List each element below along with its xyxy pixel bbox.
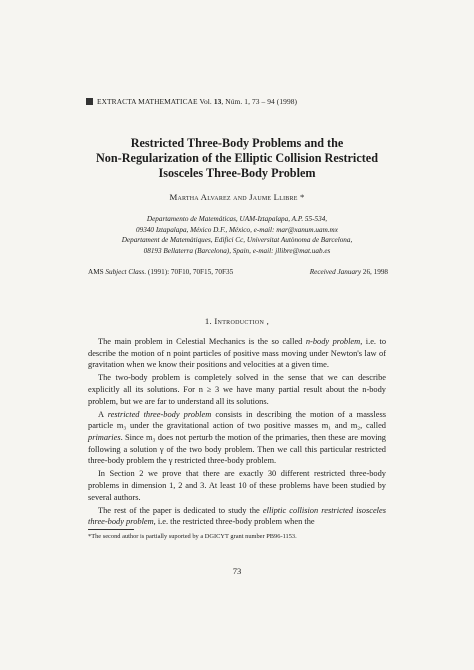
paper-title bbox=[60, 136, 414, 181]
p1-text-a: The main problem in Celestial Mechanics is the so called bbox=[98, 337, 306, 346]
p5-text-a: The rest of the paper is dedicated to study the bbox=[98, 505, 263, 515]
author-line bbox=[60, 192, 414, 202]
affiliation-line-2: 09340 Iztapalapa, México D.F., México, e-mail: mar@xanum.uam.mx bbox=[136, 225, 338, 234]
received-label: Received January bbox=[309, 268, 362, 276]
p5-text-c: , i.e. the restricted three-body problem when the bbox=[153, 517, 315, 527]
footnote: *The second author is partially suported by a DGICYT grant number PB96-1153. bbox=[88, 533, 297, 540]
p5-italic: elliptic collision restricted isosceles three-body problem bbox=[88, 505, 386, 527]
affiliation-line-1: Departamento de Matemáticas, UAM-Iztapalapa, A.P. 55-534, bbox=[146, 215, 328, 223]
paragraph-5 bbox=[88, 505, 386, 528]
journal-volume: 13 bbox=[213, 97, 222, 106]
title-line-3: Isosceles Three-Body Problem bbox=[158, 166, 316, 180]
page-number: 73 bbox=[232, 566, 242, 576]
paragraph-4: In Section 2 we prove that there are exactly 30 different restricted three-body problems in dimension 1, 2 and 3. At least 10 of these problems have been studied by several authors. bbox=[88, 469, 386, 502]
ams-label: AMS bbox=[88, 268, 106, 276]
received-day: 26, 1998 bbox=[361, 268, 388, 276]
p3-text-a: A bbox=[98, 409, 108, 419]
title-line-2: Non-Regularization of the Elliptic Collision Restricted bbox=[96, 151, 378, 165]
affiliations bbox=[60, 214, 414, 256]
journal-logo-icon bbox=[86, 98, 93, 105]
ams-label-italic: Subject Class. bbox=[105, 268, 147, 276]
body-text bbox=[88, 336, 386, 529]
journal-header bbox=[86, 97, 297, 106]
p3-text-c: consists in describing the motion of a massless particle m₃ under the gravitational action of two positive masses m₁ and m₂, called bbox=[88, 409, 386, 431]
received-date bbox=[310, 268, 388, 276]
paragraph-2: The two-body problem is completely solved in the sense that we can describe explicitly all its solutions. For n ≥ 3 we have many partial result about the n-body problem, but we are far to understand all its solutions. bbox=[88, 373, 386, 406]
footnote-rule bbox=[88, 529, 134, 530]
p3-italic-1: restricted three-body problem bbox=[107, 409, 212, 419]
p3-italic-2: primaries bbox=[88, 432, 121, 442]
section-title: 1. Introduction , bbox=[204, 316, 270, 326]
paragraph-3 bbox=[88, 409, 386, 467]
journal-name: EXTRACTA MATHEMATICAE Vol. bbox=[97, 97, 212, 106]
p1-text-c: , i.e. to describe the motion of n point particles of positive mass moving under Newton's law of gravitation when we know their positions and velocities at a given time. bbox=[88, 337, 387, 370]
section-heading bbox=[60, 316, 414, 326]
ams-codes: (1991): 70F10, 70F15, 70F35 bbox=[146, 268, 234, 276]
ams-classification bbox=[88, 268, 233, 276]
title-line-1: Restricted Three-Body Problems and the bbox=[130, 136, 344, 150]
affiliation-line-4: 08193 Bellaterra (Barcelona), Spain, e-mail: jllibre@mat.uab.es bbox=[143, 246, 331, 255]
author-footnote-mark: * bbox=[297, 192, 305, 202]
p1-italic: n-body problem bbox=[305, 337, 361, 346]
journal-issue: , Núm. 1, 73 – 94 (1998) bbox=[221, 97, 298, 106]
author-names: Martha Alvarez and Jaume Llibre bbox=[169, 192, 298, 202]
p3-text-e: . Since m₃ does not perturb the motion of the primaries, then these are moving following a solution γ of the two body problem. Then we call this particular restricted three-body problem the γ restricted three-body problem. bbox=[88, 432, 386, 466]
affiliation-line-3: Departament de Matemàtiques, Edifici Cc, Universitat Autònoma de Barcelona, bbox=[121, 236, 353, 245]
paragraph-1 bbox=[88, 336, 386, 371]
